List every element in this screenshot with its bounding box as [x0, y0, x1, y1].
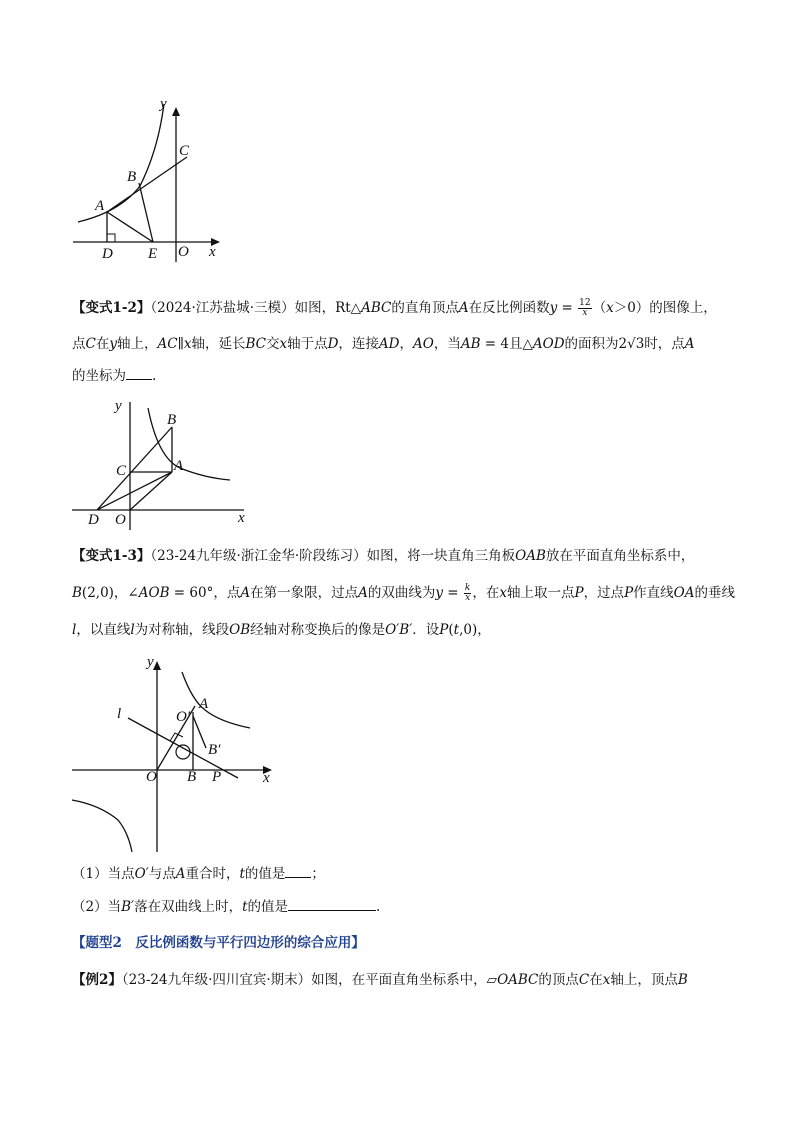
- text-segment: 轴上，顶点: [610, 972, 678, 988]
- fraction-denominator: x: [465, 593, 471, 603]
- text-segment: C: [578, 972, 590, 988]
- text-segment: 轴上，: [116, 336, 158, 352]
- text-segment: B: [677, 972, 688, 988]
- fig1-label-b: B: [127, 169, 137, 185]
- text-segment: 如图，将一块直角三角板: [366, 548, 516, 564]
- text-segment: 如图，Rt△: [294, 300, 362, 316]
- text-segment: ABC: [361, 300, 392, 316]
- text-segment: 的值是: [247, 899, 289, 915]
- text-segment: P: [439, 622, 449, 638]
- answer-blank: [126, 366, 152, 380]
- text-segment: AB: [460, 336, 481, 352]
- text-segment: 放在平面直角坐标系中，: [545, 548, 695, 564]
- text-segment: x: [279, 336, 288, 352]
- text-segment: （: [592, 300, 607, 316]
- text-segment: 与点: [148, 866, 176, 882]
- text-segment: D: [327, 336, 339, 352]
- fig3-label-y: y: [147, 654, 154, 670]
- text-segment: AD: [378, 336, 400, 352]
- figure-1-diagram: [60, 90, 240, 270]
- variant-1-2-line-3: [72, 366, 732, 386]
- figure-3-diagram: [60, 645, 290, 860]
- text-segment: 点: [72, 336, 86, 352]
- text-segment: x: [602, 972, 611, 988]
- text-segment: ，过点: [583, 585, 625, 601]
- text-segment: ，以直线: [76, 622, 131, 638]
- text-segment: t: [242, 899, 248, 915]
- text-segment: 的直角顶点: [391, 300, 459, 316]
- text-segment: 落在双曲线上时，: [134, 899, 243, 915]
- text-segment: y: [549, 300, 558, 316]
- fig2-label-d: D: [88, 512, 99, 528]
- text-segment: l: [72, 622, 77, 638]
- figure-2: [60, 390, 260, 530]
- text-segment: = 60°，点: [169, 585, 241, 601]
- text-segment: C: [85, 336, 96, 352]
- text-segment: ,0)，: [459, 622, 491, 638]
- text-segment: O′B′: [385, 622, 413, 638]
- text-segment: P: [624, 585, 634, 601]
- variant-1-2-line-1: [72, 298, 732, 318]
- text-segment: A: [684, 336, 695, 352]
- text-segment: 交: [265, 336, 280, 352]
- text-segment: ，: [399, 336, 413, 352]
- fig3-label-p: P: [212, 769, 222, 785]
- text-segment: 轴，延长: [191, 336, 246, 352]
- text-segment: 重合时，: [185, 866, 240, 882]
- variant-1-3-line-2: [72, 583, 735, 603]
- text-segment: O′: [134, 866, 149, 882]
- fig3-label-a: A: [199, 696, 209, 712]
- text-segment: 在反比例函数: [468, 300, 550, 316]
- topic-heading: [72, 933, 732, 953]
- text-segment: =: [557, 300, 578, 316]
- question-1: [72, 864, 732, 884]
- variant-1-3-line-1: [72, 546, 732, 566]
- text-segment: P: [574, 585, 584, 601]
- text-segment: ，连接: [338, 336, 379, 352]
- text-segment: 轴上取一点: [506, 585, 575, 601]
- fig1-label-o: O: [178, 244, 189, 260]
- text-segment: y: [109, 336, 117, 352]
- text-segment: (: [448, 622, 454, 638]
- text-segment: B′: [121, 899, 135, 915]
- variant-1-2-tag: 【变式1-2】: [72, 300, 151, 316]
- fig3-label-b-prime: B′: [208, 742, 221, 758]
- figure-3: [60, 645, 290, 860]
- text-segment: AO: [413, 336, 434, 352]
- fig1-label-d: D: [102, 246, 113, 262]
- text-segment: ，在: [472, 585, 500, 601]
- variant-1-3-line-3: [72, 620, 732, 640]
- text-segment: 在第一象限，过点: [250, 585, 359, 601]
- text-segment: 的垂线: [694, 585, 735, 601]
- text-segment: l: [130, 622, 135, 638]
- fig3-label-x: x: [263, 770, 270, 786]
- text-segment: .: [152, 368, 157, 384]
- variant-1-3-source: （23-24九年级·浙江金华·阶段练习）: [150, 548, 367, 564]
- example-2-tag: 【例2】: [72, 972, 122, 988]
- text-segment: BC: [245, 336, 266, 352]
- text-segment: 轴于点: [287, 336, 328, 352]
- text-segment: =: [442, 585, 463, 601]
- text-segment: AOD: [532, 336, 565, 352]
- fig1-label-a: A: [95, 198, 105, 214]
- fraction-12-over-x: [578, 299, 591, 318]
- text-segment: 作直线: [633, 585, 674, 601]
- fig2-label-o: O: [115, 512, 126, 528]
- fig3-label-l: l: [117, 706, 122, 722]
- fig2-label-a: A: [174, 458, 184, 474]
- fig3-label-o-prime: O′: [176, 709, 191, 725]
- fraction-numerator: 12: [579, 298, 591, 308]
- question-2: [72, 897, 732, 917]
- text-segment: ；: [311, 866, 325, 882]
- fraction-numerator: k: [464, 583, 471, 593]
- fig3-label-b: B: [187, 769, 197, 785]
- text-segment: 的双曲线为: [367, 585, 436, 601]
- text-segment: = 4且△: [480, 336, 533, 352]
- text-segment: OABC: [497, 972, 539, 988]
- text-segment: (2,0)，∠: [81, 585, 139, 601]
- topic-heading-text: 【题型2 反比例函数与平行四边形的综合应用】: [72, 935, 365, 951]
- fig2-label-x: x: [238, 510, 245, 526]
- text-segment: t: [453, 622, 460, 638]
- text-segment: 经轴对称变换后的像是: [250, 622, 386, 638]
- text-segment: OAB: [515, 548, 546, 564]
- variant-1-2-source: （2024·江苏盐城·三模）: [150, 300, 295, 316]
- text-segment: A: [458, 300, 469, 316]
- text-segment: A: [240, 585, 251, 601]
- fig1-label-y: y: [160, 96, 167, 112]
- fraction-k-over-x: [464, 584, 471, 603]
- text-segment: x: [499, 585, 507, 601]
- text-segment: OB: [229, 622, 251, 638]
- fig2-label-c: C: [116, 463, 127, 479]
- text-segment: ．设: [412, 622, 440, 638]
- answer-blank-2: [288, 897, 376, 911]
- fig2-label-b: B: [167, 412, 177, 428]
- text-segment: B: [72, 585, 82, 601]
- variant-1-2-line-2: [72, 334, 732, 354]
- figure-2-diagram: [60, 390, 260, 530]
- text-segment: ＞0）的图像上，: [613, 300, 717, 316]
- fig1-label-e: E: [148, 246, 158, 262]
- variant-1-3-tag: 【变式1-3】: [72, 548, 151, 564]
- text-segment: t: [239, 866, 245, 882]
- example-2-line-1: [72, 970, 732, 990]
- text-segment: 在: [589, 972, 603, 988]
- text-segment: .: [376, 899, 381, 915]
- text-segment: OA: [673, 585, 695, 601]
- fraction-denominator: x: [582, 308, 588, 318]
- fig1-label-x: x: [209, 244, 216, 260]
- text-segment: x: [183, 336, 192, 352]
- text-segment: A: [358, 585, 368, 601]
- text-segment: 的面积为2√3时，点: [564, 336, 685, 352]
- example-2-source: （23-24九年级·四川宜宾·期末）: [121, 972, 312, 988]
- text-segment: AOB: [138, 585, 170, 601]
- text-segment: 的顶点: [538, 972, 579, 988]
- fig1-label-c: C: [179, 143, 190, 159]
- text-segment: 为对称轴，线段: [134, 622, 230, 638]
- text-segment: 在: [95, 336, 110, 352]
- fig3-label-o: O: [146, 769, 157, 785]
- text-segment: （1）当点: [72, 866, 135, 882]
- text-segment: y: [435, 585, 443, 601]
- text-segment: 的坐标为: [72, 368, 126, 384]
- text-segment: （2）当: [72, 899, 122, 915]
- text-segment: AC: [157, 336, 178, 352]
- text-segment: ，当: [433, 336, 461, 352]
- fig2-label-y: y: [115, 398, 122, 414]
- text-segment: A: [175, 866, 186, 882]
- text-segment: ∥: [177, 336, 184, 352]
- answer-blank-1: [285, 864, 311, 878]
- text-segment: 如图，在平面直角坐标系中，▱: [311, 972, 498, 988]
- text-segment: 的值是: [244, 866, 286, 882]
- figure-1: [60, 90, 240, 270]
- text-segment: x: [606, 300, 614, 316]
